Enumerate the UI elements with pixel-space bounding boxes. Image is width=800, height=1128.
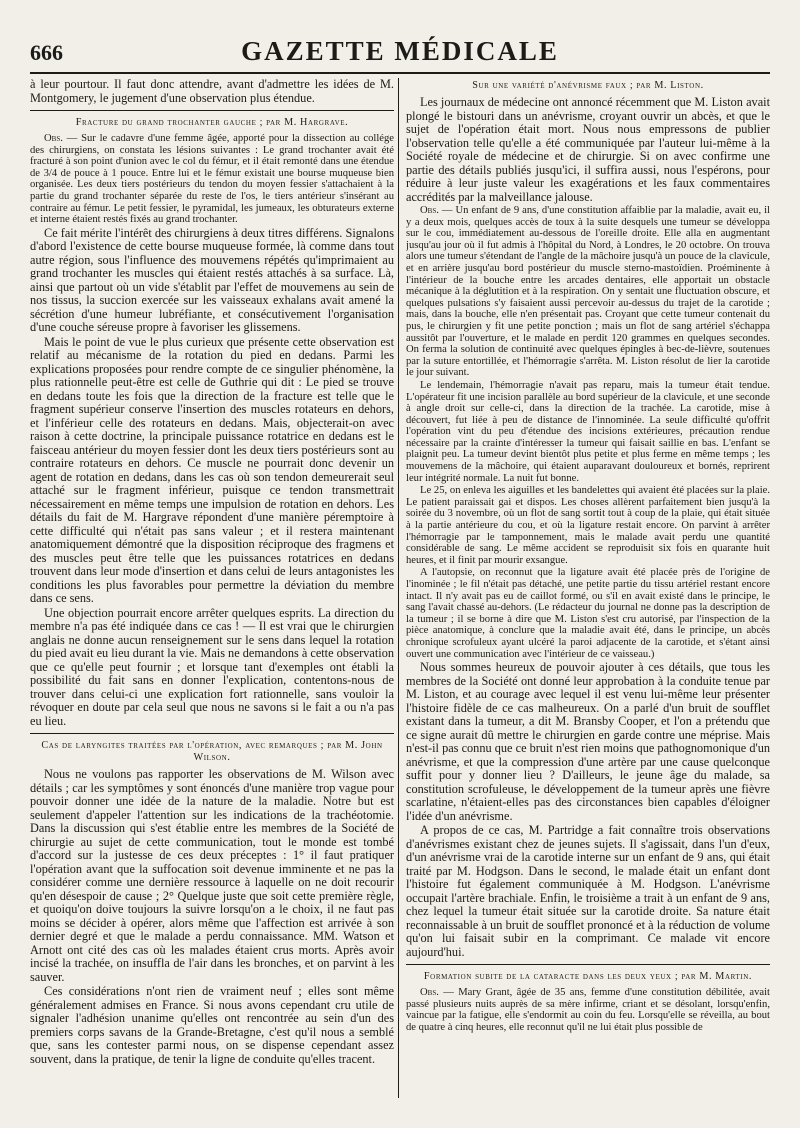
- observation-paragraph: [406, 205, 770, 379]
- observation-paragraph: [406, 987, 770, 1033]
- obs-label: Obs.: [420, 205, 439, 216]
- observation-paragraph: Le 25, on enleva les aiguilles et les bandelettes qui avaient été placées sur la plaie. Le patient paraissait gai et dispos. Les choses allèrent parfaitement bien jusqu'à la soirée du 3 novembre, où un flot de sang sortit tout à coup de la plaie, qui était située à la partie antérieure du cou, et où la ligature restait encore. On parvint à arrêter l'hémorragie par le tamponnement, mais le malade avait perdu une quantité considérable de sang. Le même accident se reproduisit six fois en quarante huit heures, et il finit par mourir exsangue.: [406, 485, 770, 566]
- column-divider: [398, 78, 399, 1098]
- observation-paragraph: A l'autopsie, on reconnut que la ligature avait été placée près de l'origine de l'inominée ; le fil n'était pas détaché, une petite partie du tissu artériel restant encore intact. Il n'y avait pas eu de caillot formé, ou s'il en avait existé dans le principe, le sang l'avait chassé au-dehors. (Le rédacteur du journal ne donne pas la description de la tumeur ; il se borne à dire que M. Liston s'est cru autorisé, par l'inspection de la pièce anatomique, à conclure que la maladie avait été, dans le principe, un abcès chronique scrofuleux ayant ulcéré la paroi adjacente de la carotide, et s'étant ainsi ouvert une communication avec l'intérieur de ce vaisseau.): [406, 567, 770, 660]
- paragraph: Nous ne voulons pas rapporter les observations de M. Wilson avec détails ; car les symptômes y sont énoncés d'une manière trop vague pour pouvoir donner une idée de la nature de la maladie. Notre but est seulement d'appeler l'attention sur les indications de la trachéotomie. Dans la discussion qui s'est établie entre les membres de la Société de chirurgie au sujet de cette communication, tout le monde est tombé d'accord sur la justesse de ces deux préceptes : 1° il faut pratiquer l'opération avant que la suffocation soit devenue imminente et ne pas la considérer comme une dernière ressource à laquelle on ne doit recourir qu'en désespoir de cause ; 2° Quelque juste que soit cette première règle, et quoiqu'on doive toujours la suivre lorsqu'on a le choix, il ne faut pas moins se décider à opérer, alors même que l'affection est arrivée à son dernier degré et que le malade a perdu connaissance. MM. Watson et Arnott ont cité des cas où les malades étaient crus morts. Après avoir incisé la trachée, on insuffla de l'air dans les bronches, et on parvint à les sauver.: [30, 767, 394, 984]
- obs-text: — Mary Grant, âgée de 35 ans, femme d'une constitution débilitée, avait passé plusieurs nuits auprès de sa mère infirme, criant et se désolant, lorsqu'enfin, vaincue par la fatigue, elle s'endormit au coin du feu. Lorsqu'elle se réveilla, au bout de quatre à cinq heures, elle reconnut qu'il ne lui était plus possible de: [406, 987, 770, 1033]
- page-header: [30, 34, 770, 70]
- section-separator: [30, 733, 394, 734]
- paragraph: Ces considérations n'ont rien de vraiment neuf ; elles sont même généralement admises en France. Si nous avons cependant cru utile de signaler l'adhésion unanime qu'elles ont rencontrée au sein d'un des premiers corps savans de la Grande-Bretagne, c'est qu'il nous a semblé que, sans les contester parmi nous, on se dispense cependant assez souvent, dans la pratique, de tenir la ligne de conduite qu'elles tracent.: [30, 984, 394, 1066]
- section-heading: Cas de laryngites traitées par l'opération, avec remarques ; par M. John Wilson.: [41, 740, 383, 764]
- paragraph: Les journaux de médecine ont annoncé récemment que M. Liston avait plongé le bistouri dans un anévrisme, croyant ouvrir un abcès, et que le sujet de l'opération était mort. Nous nous empressons de publier l'observation telle qu'elle a été communiquée par l'auteur lui-même à la Société royale de médecine et de chirurgie. Si on avec confirme une partie des détails publiés jusqu'ici, il suffira aussi, nous l'espérons, pour réduire à leur juste valeur les exagérations et les faux commentaires accrédités par la malveillance jalouse.: [406, 95, 770, 204]
- obs-text: — Un enfant de 9 ans, d'une constitution affaiblie par la maladie, avait eu, il y a deux mois, quelques accès de toux à la suite desquels une tumeur se développa sur le cou, immédiatement au-dessous de l'oreille droite. Elle alla en augmentant jusqu'au jour où il fut admis à l'hôpital du Nord, à Londres, le 20 octobre. On trouva alors une tumeur s'étendant de l'angle de la mâchoire jusqu'à un pouce de la clavicule, et en arrière jusqu'au bord postérieur du muscle sterno-mastoïdien. Proéminente à l'intérieur de la bouche entre les arcades dentaires, elle apportait un obstacle mécanique à la déglutition et à la respiration. On y sentait une fluctuation obscure, et quelques pulsations s'y faisaient aussi percevoir au-dessus du trajet de la carotide ; mais, dans la bouche, elle n'en présentait pas. Croyant que cette tumeur contenait du pus, le chirurgien y fit une petite ponction ; mais un flot de sang artériel s'échappa aussitôt par l'ouverture, et le malade en perdit 120 grammes en quelques secondes. On ferma la solution de continuité avec quelques épingles à bec-de-lièvre, soutenues par la suture entortillée, et l'hémorragie s'arrêta. M. Liston résolut de lier la carotide le jour suivant.: [406, 205, 770, 379]
- obs-label: Obs.: [420, 987, 439, 999]
- journal-title: GAZETTE MÉDICALE: [241, 36, 559, 66]
- section-heading: Sur une variété d'anévrisme faux ; par M. Liston.: [472, 80, 704, 91]
- right-column: [406, 78, 770, 1098]
- obs-label: Obs.: [44, 133, 63, 144]
- section-heading: Formation subite de la cataracte dans les deux yeux ; par M. Martin.: [423, 971, 753, 983]
- paragraph: Une objection pourrait encore arrêter quelques esprits. La direction du membre n'a pas été indiquée dans ce cas ! — Il est vrai que le chirurgien anglais ne donne aucun renseignement sur le sens dans lequel la rotation du pied avait eu lieu durant la vie. Mais ne demandons à cette observation que ce qu'elle peut fournir ; et lorsque tant d'exemples ont établi la possibilité du fait sans en donner l'explication, contentons-nous de trouver dans celui-ci une explication fort rationnelle, sans vouloir la révoquer en doute par cela seul que nous ne savons si le fait a ou n'a pas eu lieu.: [30, 605, 394, 728]
- paragraph: Ce fait mérite l'intérêt des chirurgiens à deux titres différens. Signalons d'abord l'existence de cette bourse muqueuse formée, là comme dans tout autre région, sous l'influence des mouvemens répétés qu'imprimaient au grand trochanter les muscles qui étaient restés attachés à sa surface. Là, ainsi que partout où un vide s'établit par l'effet de mouvemens au sein de nos tissus, la succion exercée sur les vaisseaux exhalans avait amené la sécrétion d'une humeur lubréfiante, et consécutivement l'organisation d'une couche séreuse propre à favoriser les glissemens.: [30, 225, 394, 335]
- observation-paragraph: [30, 133, 394, 226]
- header-rule: [30, 72, 770, 74]
- page-number: 666: [30, 40, 63, 65]
- paragraph: A propos de ce cas, M. Partridge a fait connaître trois observations d'anévrismes existant chez de jeunes sujets. Il s'agissait, dans l'un d'eux, d'un anévrisme vrai de la carotide interne sur un enfant de 9 ans, qui était traité par M. Hodgson. Dans le second, le malade était un enfant dont l'histoire fut également communiquée à M. Hodgson. L'anévrisme occupait l'artère brachiale. Enfin, le troisième a trait à un enfant de 9 ans, chez lequel la tumeur était située sur la carotide droite. Sa nature était reconnaissable à un bruit de soufflet prononcé et à la réduction de volume qu'on lui faisait subir en la comprimant. Ce malade vit encore aujourd'hui.: [406, 823, 770, 959]
- obs-text: — Sur le cadavre d'une femme âgée, apporté pour la dissection au collége des chirurgiens, on constata les lésions suivantes : Le grand trochanter avait été fracturé à son point d'union avec le col du fémur, et il était remonté dans une étendue de 3/4 de pouce à 1 pouce. Entre lui et le fémur existait une bourse muqueuse bien organisée. Les deux tiers postérieurs du tendon du moyen fessier s'attachaient à la partie du grand trochanter séparée du reste de l'os, le tiers antérieur s'insérant au contraire au fémur. Le petit fessier, le pyramidal, les jumeaux, les obturateurs externe et interne étaient restés fixés au grand trochanter.: [30, 133, 394, 226]
- section-heading: Fracture du grand trochanter gauche ; par M. Hargrave.: [75, 117, 349, 128]
- paragraph: à leur pourtour. Il faut donc attendre, avant d'admettre les idées de M. Montgomery, le jugement d'une observation plus étendue.: [30, 78, 394, 105]
- section-separator: [406, 964, 770, 965]
- observation-paragraph: Le lendemain, l'hémorragie n'avait pas reparu, mais la tumeur était tendue. L'opérateur fit une incision parallèle au bord supérieur de la clavicule, et une seconde à angle droit sur celle-ci, dans la direction de la trachée. La carotide, mise à découvert, fut liée à peu de distance de l'innominée. La seule difficulté qu'offrit l'opération vint du peu d'étendue des incisions extérieures, précaution rendue nécessaire par la crainte d'intéresser la tumeur qui faisait saillie en bas. L'enfant se plaignit peu. La tumeur devint bientôt plus petite et plus ferme en même temps ; les mouvemens de la mâchoire, qui étaient auparavant douloureux et bornés, reprirent leur intégrité normale. La nuit fut bonne.: [406, 379, 770, 484]
- left-column: [30, 78, 394, 1098]
- paragraph: Mais le point de vue le plus curieux que présente cette observation est relatif au mécanisme de la rotation du pied en dedans. Parmi les explications proposées pour rendre compte de ce singulier phénomène, la plus rationnelle peut-être est celle de Guthrie qui dit : Le pied se trouve en dedans toute les fois que la direction de la fracture est telle que le fragment supérieur conserve l'insertion des muscles rotateurs en dehors, et l'inférieur celle des rotateurs en dedans. Mais, objecterait-on avec raison à cette doctrine, la principale puissance rotatrice en dedans est le faisceau antérieur du moyen fessier dont les deux tiers postérieurs sont au contraire rotateurs en dehors. Ce muscle ne pourrait donc devenir un agent de rotation en dedans, dans les cas où son tendon demeurerait seul attaché sur le fragment inférieur, puisque ce tendon transmettrait nécessairement en même temps une impulsion de rotation en dehors. Les détails du fait de M. Hargrave répondent d'une manière péremptoire à cette difficulté qui n'était pas sans valeur ; et il restera maintenant anatomiquement démontré que la disposition réciproque des fragmens et des muscles peut être telle que les puissances rotatrices en dedans trouvent dans leur mode d'insertion et dans celui de leurs antagonistes les conditions les plus favorables pour permettre la déviation du membre dans ce sens.: [30, 334, 394, 606]
- paragraph: Nous sommes heureux de pouvoir ajouter à ces détails, que tous les membres de la Société ont donné leur approbation à la conduite tenue par M. Liston, et au courage avec lequel il est venu lui-même leur présenter l'histoire fidèle de ce cas malheureux. On a parlé d'un bruit de soufflet existant dans la tumeur, a dit M. Bransby Cooper, et l'on a prétendu que ce signe aurait dû mettre le chirurgien en garde contre une méprise. Mais n'est-il pas connu que ce bruit n'est rien moins que pathognomonique d'un anévrisme, et que la compression d'une artère par une cause quelconque suffit pour y donner lieu ? D'ailleurs, le jeune âge du malade, sa constitution scrofuleuse, le développement de la tumeur après une fièvre scarlatine, n'étaient-elles pas des circonstances bien capables d'éloigner l'idée d'un anévrisme.: [406, 660, 770, 823]
- section-separator: [30, 110, 394, 111]
